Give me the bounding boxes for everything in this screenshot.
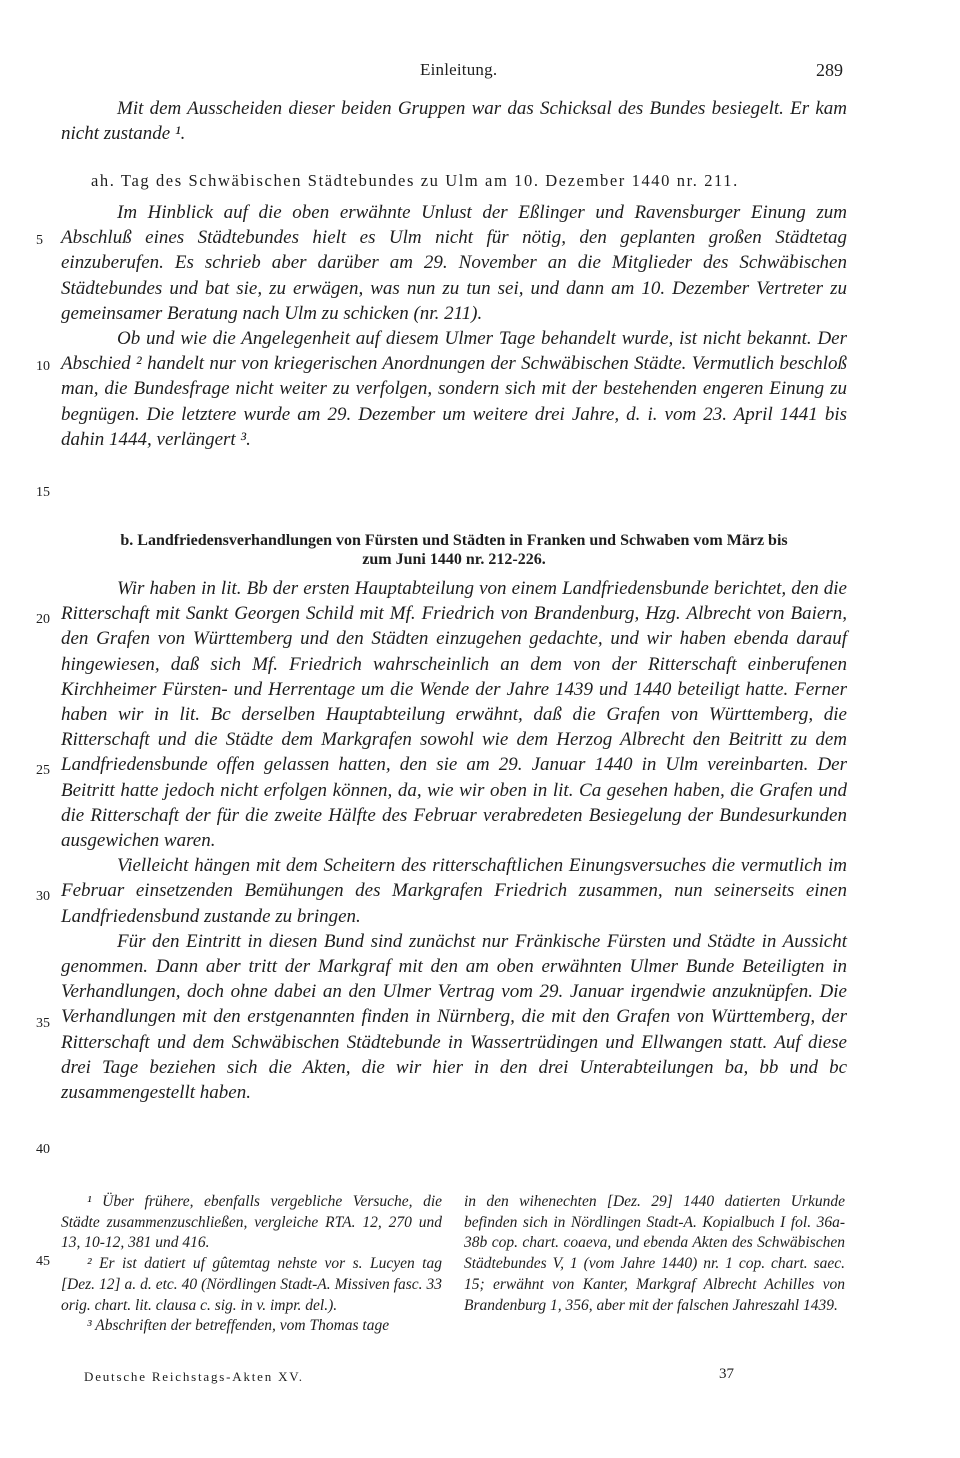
section-b-heading bbox=[61, 531, 847, 569]
line-number: 45 bbox=[36, 1254, 50, 1269]
section-ah-heading: ah. Tag des Schwäbischen Städtebundes zu Ulm am 10. Dezember 1440 nr. 211. bbox=[91, 171, 739, 190]
line-number: 25 bbox=[36, 763, 50, 778]
line-number: 30 bbox=[36, 889, 50, 904]
footnote-3-continued: in den wihenechten [Dez. 29] 1440 datierten Urkunde befinden sich in Nördlingen Stadt-A. Kopialbuch I fol. 36a-38b cop. chart. coaeva, und ebenda Akten des Schwäbischen Städtebundes V, 1 (vom Jahre 1440) nr. 1 cop. chart. saec. 15; erwähnt von Kanter, Markgraf Albrecht Achilles von Brandenburg 1, 356, aber mit der falschen Jahreszahl 1439. bbox=[464, 1193, 845, 1314]
footnote-1: ¹ Über frühere, ebenfalls vergebliche Versuche, die Städte zusammenzuschließen, vergleiche RTA. 12, 270 und 13, 10-12, 381 und 416. bbox=[61, 1193, 442, 1252]
footnotes-right-column bbox=[464, 1192, 845, 1316]
line-number: 15 bbox=[36, 485, 50, 500]
page-number: 289 bbox=[816, 60, 843, 80]
section-ah-paragraph-2: Ob und wie die Angelegenheit auf diesem Ulmer Tage behandelt wurde, ist nicht bekannt. Der Abschied ² handelt nur von kriegerischen Anordnungen der Schwäbischen Städte. Vermutlich beschloß man, die Bundesfrage nicht weiter zu verfolgen, sondern sich mit der bestehenden engeren Einung zu begnügen. Die letztere wurde am 29. Dezember um weitere drei Jahre, d. i. vom 23. April 1441 bis dahin 1444, verlängert ³. bbox=[61, 328, 847, 450]
footnotes-left-column bbox=[61, 1192, 442, 1337]
printer-signature: Deutsche Reichstags-Akten XV. bbox=[84, 1369, 304, 1384]
section-ah-body bbox=[61, 200, 847, 452]
line-number: 5 bbox=[36, 233, 43, 248]
intro-paragraph: Mit dem Ausscheiden dieser beiden Gruppen war das Schicksal des Bundes besiegelt. Er kam nicht zustande ¹. bbox=[61, 98, 847, 145]
sheet-number: 37 bbox=[719, 1366, 734, 1382]
footnote-3: ³ Abschriften der betreffenden, vom Thomas tage bbox=[87, 1317, 390, 1335]
footnote-2: ² Er ist datiert uf gûtemtag nehste vor s. Lucyen tag [Dez. 12] a. d. etc. 40 (Nördlingen Stadt-A. Missiven fasc. 33 orig. chart. lit. clausa c. sig. in v. impr. del.). bbox=[61, 1255, 442, 1314]
line-number: 10 bbox=[36, 359, 50, 374]
section-b-paragraph-2: Vielleicht hängen mit dem Scheitern des ritterschaftlichen Einungsversuches die vermutlich im Februar einsetzenden Bemühungen des Markgrafen Friedrich zusammen, nun seinerseits einen Landfriedensbund zustande zu bringen. bbox=[61, 855, 847, 927]
section-b-paragraph-1: Wir haben in lit. Bb der ersten Hauptabteilung von einem Landfriedensbunde berichtet, den die Ritterschaft mit Sankt Georgen Schild mit Mf. Friedrich von Brandenburg, Hzg. Albrecht von Baiern, den Grafen von Württemberg und den Städten einzugehen gedachte, und wir haben ebenda darauf hingewiesen, daß sich Mf. Friedrich wahrscheinlich an dem von der Ritterschaft einberufenen Kirchheimer Fürsten- und Herrentage um die Wende der Jahre 1439 und 1440 beteiligt hatte. Ferner haben wir in lit. Bc derselben Hauptabteilung erwähnt, daß die Grafen von Württemberg, die Ritterschaft und die Städte dem Markgrafen sowohl wie dem Herzog Albrecht den Beitritt zu dem Landfriedensbunde offen gelassen hatten, den sie am 29. Januar 1440 in Ulm vereinbarten. Der Beitritt hatte jedoch nicht erfolgen können, da, wie wir oben in lit. Ca gesehen haben, die Grafen und die Ritterschaft der für die zweite Hälfte des Februar verabredeten Besiegelung der Bundesurkunden ausgewichen waren. bbox=[61, 578, 847, 852]
section-b-heading-line-1: b. Landfriedensverhandlungen von Fürsten und Städten in Franken und Schwaben vom März bis bbox=[120, 532, 788, 549]
line-number: 35 bbox=[36, 1016, 50, 1031]
intro-block bbox=[61, 96, 847, 146]
section-b-body bbox=[61, 576, 847, 1105]
line-number: 40 bbox=[36, 1142, 50, 1157]
line-number: 20 bbox=[36, 612, 50, 627]
running-title: Einleitung. bbox=[420, 60, 498, 79]
section-b-heading-line-2: zum Juni 1440 nr. 212-226. bbox=[362, 551, 546, 568]
section-b-paragraph-3: Für den Eintritt in diesen Bund sind zunächst nur Fränkische Fürsten und Städte in Aussicht genommen. Dann aber tritt der Markgraf mit den am oben erwähnten Ulmer Bunde Beteiligten in Verhandlungen, doch ohne dabei an den Ulmer Vertrag vom 29. Januar irgendwie anzuknüpfen. Die Verhandlungen mit den erstgenannten finden in Nürnberg, die mit den Grafen von Württemberg, der Ritterschaft und dem Schwäbischen Städtebunde in Wassertrüdingen und Ellwangen statt. Auf diese drei Tage beziehen sich die Akten, die wir hier in den drei Unterabteilungen ba, bb und bc zusammengestellt haben. bbox=[61, 930, 847, 1104]
section-ah-paragraph-1: Im Hinblick auf die oben erwähnte Unlust der Eßlinger und Ravensburger Einung zum Abschluß eines Städtebundes hielt es Ulm nicht für nötig, den geplanten großen Städtetag einzuberufen. Es schrieb aber darüber am 29. November an die Mitglieder des Schwäbischen Städtebundes und bat sie, zu erwägen, was nun zu tun sei, und dann am 10. Dezember Vertreter zu gemeinsamer Beratung nach Ulm zu schicken (nr. 211). bbox=[61, 202, 847, 324]
